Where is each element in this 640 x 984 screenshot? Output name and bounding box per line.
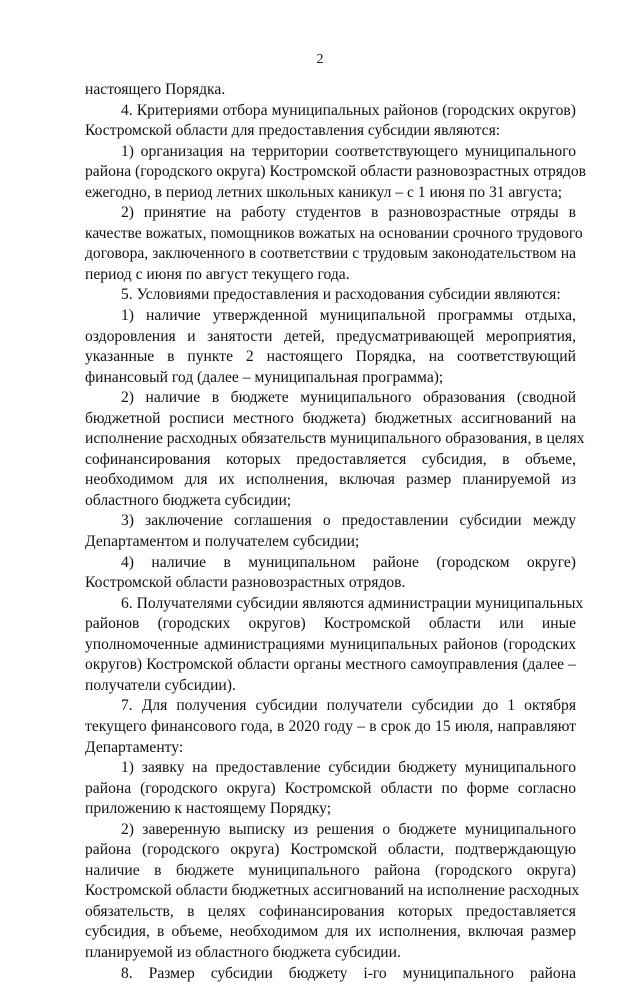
text-line: договора, заключенного в соответствии с трудовым законодательством на [85,245,576,263]
text-line: 7. Для получения субсидии получатели субсидии до 1 октября [121,697,576,715]
text-line: 1) заявку на предоставление субсидии бюджету муниципального [121,759,576,777]
text-line: бюджетной росписи местного бюджета) бюджетных ассигнований на [85,409,576,427]
text-line: приложению к настоящему Порядку; [85,800,332,818]
text-line: 1) наличие утвержденной муниципальной программы отдыха, [121,307,576,325]
text-line: областного бюджета субсидии; [85,491,292,509]
paragraph-7-1 [85,758,576,820]
text-line: 4) наличие в муниципальном районе (городском округе) [121,553,576,571]
text-line: получатели субсидии). [85,676,236,694]
text-line: Костромской области разновозрастных отрядов. [85,574,406,592]
document-body [85,80,587,984]
text-line: обязательств, в целях софинансирования которых предоставляется [85,902,576,920]
text-line: субсидия, в объеме, необходимом для их исполнения, включая размер [85,923,576,941]
paragraph-7-2 [85,820,580,964]
text-line: настоящего Порядка. [85,81,226,98]
text-line: ежегодно, в период летних школьных каникул – с 1 июня по 31 августа; [85,183,563,201]
text-line: исполнение расходных обязательств муниципального образования, в целях [85,430,585,448]
paragraph-6 [85,594,584,697]
text-line: период с июня по август текущего года. [85,265,350,283]
paragraph-7 [85,696,576,758]
text-line: района (городского округа) Костромской области по форме согласно [85,779,576,797]
text-line: 5. Условиями предоставления и расходования субсидии являются: [121,286,561,304]
paragraph-5-1 [85,306,576,388]
text-line: района (городского округа) Костромской области разновозрастных отрядов [85,163,587,181]
text-line: 6. Получателями субсидии являются администрации муниципальных [121,594,584,612]
text-line: наличие в бюджете муниципального района (городского округа) [85,861,576,879]
text-line: качестве вожатых, помощников вожатых на основании срочного трудового [85,224,583,242]
text-line: 3) заключение соглашения о предоставлении субсидии между [121,512,576,530]
paragraph-continuation [85,80,576,101]
text-line: округов) Костромской области органы местного самоуправления (далее – [85,656,576,674]
text-line: Костромской области бюджетных ассигнований на исполнение расходных [85,882,580,900]
text-line: указанные в пункте 2 настоящего Порядка, на соответствующий [85,348,576,366]
text-line: 2) принятие на работу студентов в разновозрастные отряды в [121,204,576,222]
text-line: оздоровления и занятости детей, предусматривающей мероприятия, [85,327,576,345]
paragraph-4 [85,101,576,142]
paragraph-4-2 [85,203,583,285]
text-line: 2) заверенную выписку из решения о бюджете муниципального [121,820,576,838]
text-line: 1) организация на территории соответствующего муниципального [121,142,576,160]
text-line: финансовый год (далее – муниципальная программа); [85,368,444,386]
text-line: текущего финансового года, в 2020 году – в срок до 15 июля, направляют [85,717,576,735]
paragraph-4-1 [85,142,587,204]
paragraph-5-3 [85,511,576,552]
text-line: 8. Размер субсидии бюджету i-го муниципального района [121,964,576,982]
paragraph-5-2 [85,388,585,511]
text-line: 4. Критериями отбора муниципальных районов (городских округов) [121,101,576,119]
paragraph-8 [85,964,576,984]
page-number: 2 [316,52,324,67]
text-line: планируемой из областного бюджета субсидии. [85,943,401,961]
text-line: 2) наличие в бюджете муниципального образования (сводной [121,389,576,407]
text-line: необходимом для их исполнения, включая размер планируемой из [85,471,576,489]
text-line: Департаменту: [85,738,184,756]
text-line: районов (городских округов) Костромской области или иные [85,615,576,633]
paragraph-5 [85,285,576,306]
text-line: района (городского округа) Костромской области, подтверждающую [85,841,576,859]
text-line: уполномоченные администрациями муниципальных районов (городских [85,635,576,653]
text-line: софинансирования которых предоставляется субсидия, в объеме, [85,450,576,468]
paragraph-5-4 [85,553,576,594]
text-line: Департаментом и получателем субсидии; [85,533,360,551]
text-line: Костромской области для предоставления субсидии являются: [85,122,501,140]
